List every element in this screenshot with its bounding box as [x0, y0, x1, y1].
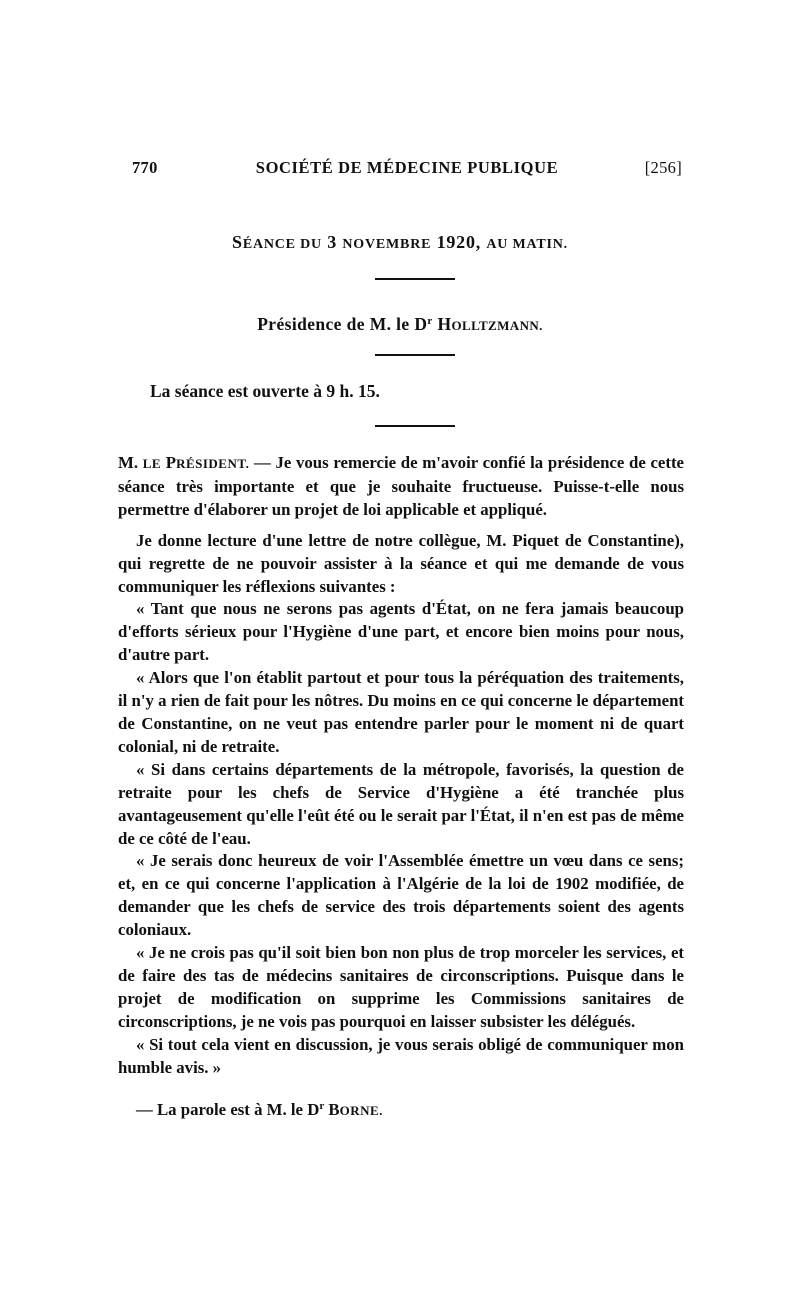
- paragraph: « Si dans certains départements de la métropole, favorisés, la question de retraite pour les chefs de Service d'Hygiène a été tranchée plus avantageusement qu'elle l'eût été ou le serait par l'État, il n'en est pas de même de ce côté de l'eau.: [118, 759, 684, 848]
- paragraph: « Si tout cela vient en discussion, je vous serais obligé de communiquer mon humble avis. »: [118, 1034, 684, 1077]
- presidence-line: Présidence de M. le $D^r$ HOLLTZMANN.: [257, 314, 543, 334]
- divider-rule: [375, 354, 455, 356]
- divider-rule: [375, 425, 455, 427]
- closing-line: — La parole est à M. le $D^r$ BORNE.: [136, 1100, 383, 1120]
- session-heading: SÉANCE DU 3 NOVEMBRE 1920, AU MATIN.: [232, 232, 568, 252]
- page-number: 770: [132, 158, 158, 177]
- opening-line: La séance est ouverte à 9 h. 15.: [150, 381, 380, 401]
- divider-rule: [375, 278, 455, 280]
- paragraph: Je donne lecture d'une lettre de notre collègue, M. Piquet de Constantine), qui regrette de ne pouvoir assister à la séance et qui me demande de vous communiquer les réflexions suivantes :: [118, 530, 684, 596]
- paragraph: « Je serais donc heureux de voir l'Assemblée émettre un vœu dans ce sens; et, en ce qui concerne l'application à l'Algérie de la loi de 1902 modifiée, de demander que les chefs de service des trois départements soient des agents coloniaux.: [118, 851, 684, 940]
- paragraph: « Alors que l'on établit partout et pour tous la péréquation des traitements, il n'y a rien de fait pour les nôtres. Du moins en ce qui concerne le département de Constantine, on ne veut pas entendre parler pour le moment ni de quart colonial, ni de retraite.: [118, 668, 684, 756]
- running-title: SOCIÉTÉ DE MÉDECINE PUBLIQUE: [255, 158, 559, 177]
- paragraph: « Tant que nous ne serons pas agents d'État, on ne fera jamais beaucoup d'efforts sérieux pour l'Hygiène d'une part, et encore bien moins pour nous, d'autre part.: [118, 599, 684, 665]
- page-reference: [256]: [644, 158, 682, 177]
- body-text: [118, 452, 684, 1123]
- paragraph: M. LE PRÉSIDENT. — Je vous remercie de m'avoir confié la présidence de cette séance très importante et que je souhaite fructueuse. Puisse-t-elle nous permettre d'élaborer un projet de loi applicable et appliqué.: [118, 453, 685, 519]
- paragraph: « Je ne crois pas qu'il soit bien bon non plus de trop morceler les services, et de faire des tas de médecins sanitaires de circonscriptions. Puisque dans le projet de modification on supprime les Commissions sanitaires de circonscriptions, je ne vois pas pourquoi en laisser subsister les délégués.: [118, 943, 684, 1031]
